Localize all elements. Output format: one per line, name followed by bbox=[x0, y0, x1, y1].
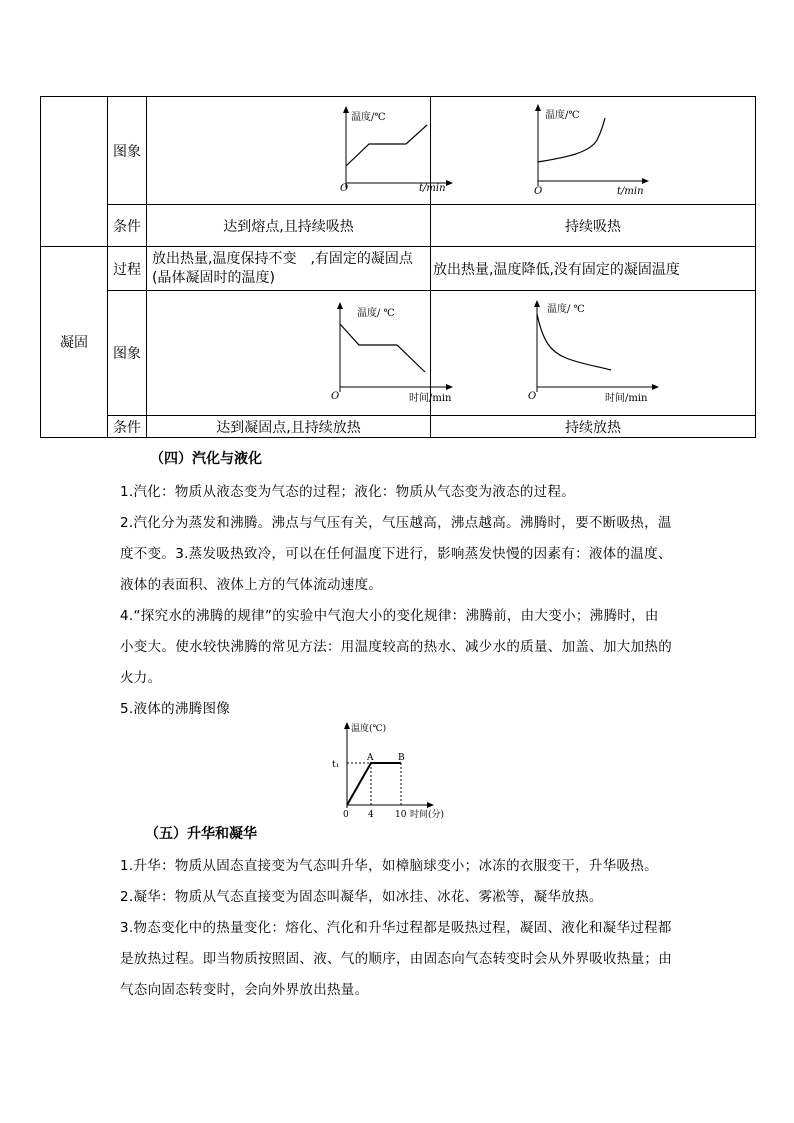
point-a-label: A bbox=[367, 753, 374, 763]
tick-4: 4 bbox=[368, 810, 374, 820]
row-label-image: 图象 bbox=[108, 97, 147, 205]
melting-graph-crystal bbox=[147, 97, 446, 205]
paragraph-5: 5.液体的沸腾图像 bbox=[120, 701, 231, 717]
x-axis-label: 时间/min bbox=[605, 392, 648, 404]
t1-label: t₁ bbox=[332, 760, 340, 770]
solidify-process-crystal-line2: (晶体凝固时的温度) bbox=[152, 269, 275, 286]
paragraph-2-line-1: 2.汽化分为蒸发和沸腾。沸点与气压有关，气压越高，沸点越高。沸腾时，要不断吸热，温 bbox=[120, 515, 672, 531]
point-b-label: B bbox=[398, 753, 405, 763]
tick-0: 0 bbox=[343, 810, 349, 820]
origin-label: O bbox=[331, 390, 340, 402]
solidify-process-crystal-line1: 放出热量,温度保持不变 ,有固定的凝固点 bbox=[152, 250, 413, 267]
solidify-condition-crystal: 达到凝固点,且持续放热 bbox=[147, 416, 431, 438]
origin-label: O bbox=[528, 390, 537, 402]
y-axis-label: 温度/℃ bbox=[545, 109, 580, 121]
solidify-process-crystal bbox=[147, 247, 431, 291]
x-axis-label: t/min bbox=[419, 182, 446, 194]
melting-graph-amorphous bbox=[431, 97, 756, 205]
row-label-process: 过程 bbox=[108, 247, 147, 291]
y-axis-label: 温度/ ℃ bbox=[357, 307, 395, 319]
solidify-label: 凝固 bbox=[41, 247, 108, 438]
paragraph-2-line-3: 液体的表面积、液体上方的气体流动速度。 bbox=[120, 577, 383, 593]
row-label-image-2: 图象 bbox=[108, 291, 147, 416]
boiling-y-axis-label: 温度(℃) bbox=[351, 724, 387, 734]
solidify-condition-amorphous: 持续放热 bbox=[431, 416, 756, 438]
section-4-heading: （四）汽化与液化 bbox=[150, 451, 262, 467]
boiling-graph bbox=[330, 718, 445, 826]
paragraph-4-line-1: 4.“探究水的沸腾的规律”的实验中气泡大小的变化规律：沸腾前，由大变小；沸腾时，由 bbox=[120, 608, 659, 624]
origin-label: O bbox=[534, 185, 543, 197]
section-5-heading: （五）升华和凝华 bbox=[145, 826, 257, 842]
melting-cell-continued bbox=[41, 97, 108, 247]
solidify-graph-crystal bbox=[147, 291, 452, 416]
heat-change-line-2: 是放热过程。即当物质按照固、液、气的顺序，由固态向气态转变时会从外界吸收热量；由 bbox=[120, 951, 672, 967]
origin-label: O bbox=[340, 182, 349, 194]
boiling-x-axis-label: 时间(分) bbox=[410, 810, 445, 820]
y-axis-label: 温度/℃ bbox=[351, 111, 386, 123]
row-label-condition: 条件 bbox=[108, 205, 147, 247]
melting-condition-crystal: 达到熔点,且持续吸热 bbox=[147, 205, 431, 247]
paragraph-4-line-3: 火力。 bbox=[120, 670, 162, 686]
x-axis-label: 时间/min bbox=[409, 392, 452, 404]
row-label-condition-2: 条件 bbox=[108, 416, 147, 438]
melting-condition-amorphous: 持续吸热 bbox=[431, 205, 756, 247]
paragraph-4-line-2: 小变大。使水较快沸腾的常见方法：用温度较高的热水、减少水的质量、加盖、加大加热的 bbox=[120, 639, 672, 655]
y-axis-label: 温度/ ℃ bbox=[547, 303, 585, 315]
heat-change-line-3: 气态向固态转变时，会向外界放出热量。 bbox=[120, 982, 369, 998]
solidify-process-amorphous: 放出热量,温度降低,没有固定的凝固温度 bbox=[431, 247, 756, 291]
deposition-paragraph: 2.凝华：物质从气态直接变为固态叫凝华，如冰挂、冰花、雾凇等，凝华放热。 bbox=[120, 889, 603, 905]
states-of-matter-table bbox=[40, 96, 756, 438]
sublimation-paragraph: 1.升华：物质从固态直接变为气态叫升华，如樟脑球变小；冰冻的衣服变干，升华吸热。 bbox=[120, 858, 658, 874]
paragraph-2-line-2: 度不变。3.蒸发吸热致冷，可以在任何温度下进行，影响蒸发快慢的因素有：液体的温度、 bbox=[120, 546, 672, 562]
paragraph-1: 1.汽化：物质从液态变为气态的过程；液化：物质从气态变为液态的过程。 bbox=[120, 484, 576, 500]
tick-10: 10 bbox=[395, 810, 407, 820]
solidify-graph-amorphous bbox=[431, 291, 756, 416]
x-axis-label: t/min bbox=[617, 185, 644, 197]
heat-change-line-1: 3.物态变化中的热量变化：熔化、汽化和升华过程都是吸热过程，凝固、液化和凝华过程都 bbox=[120, 920, 672, 936]
